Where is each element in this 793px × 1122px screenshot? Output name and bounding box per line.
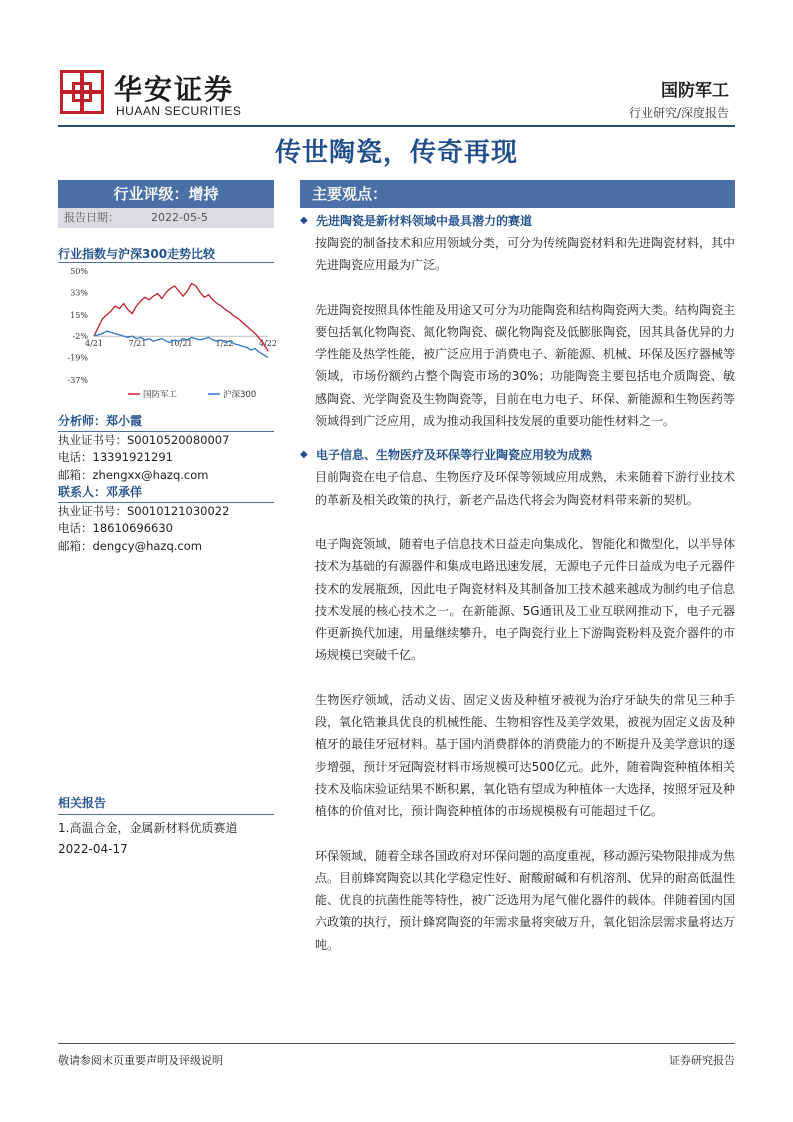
x-tick-label: 4/21 <box>85 339 103 349</box>
report-date-label: 报告日期： <box>64 211 119 224</box>
related-report-title[interactable]: 1.高温合金，金属新材料优质赛道 <box>58 821 238 835</box>
logo-seal-icon <box>60 70 104 114</box>
related-reports <box>58 793 274 860</box>
contact-cert: 执业证书号：S0010121030022 <box>58 503 230 518</box>
paragraph-1: 按陶瓷的制备技术和应用领域分类，可分为传统陶瓷材料和先进陶瓷材料，其中先进陶瓷应用最为广泛。 <box>315 236 736 273</box>
company-logo <box>60 70 260 122</box>
main-points-heading: 主要观点： <box>300 180 735 208</box>
legend-label: 国防军工 <box>143 390 178 400</box>
x-tick-label: 1/22 <box>215 339 234 349</box>
footer-divider <box>58 1043 735 1044</box>
analyst-cert: 执业证书号：S0010520080007 <box>58 432 230 447</box>
paragraph-5: 生物医疗领域，活动义齿、固定义齿及种植牙被视为治疗牙缺失的常见三种手段，氧化锆兼具优良的机械性能、生物相容性及美学效果，被视为固定义齿及种植牙的最佳牙冠材料。基于国内消费群体的消费能力的不断提升及美学意识的逐步增强，预计牙冠陶瓷材料市场规模可达500亿元。此外，随着陶瓷种植体相关技术及临床验证结果不断积累，氧化锆有望成为种植体一大选择，按照牙冠及种植体的价值对比，预计陶瓷种植体的市场规模极有可能超过千亿。 <box>315 692 736 819</box>
main-points-body <box>300 210 735 956</box>
bullet-heading-1: ◆ 先进陶瓷是新材料领域中最具潜力的赛道 <box>300 210 735 232</box>
paragraph-4: 电子陶瓷领域，随着电子信息技术日益走向集成化、智能化和微型化，以半导体技术为基础的有源器件和集成电路迅速发展，无源电子元件日益成为电子元器件技术的发展瓶颈，因此电子陶瓷材料及其制备加工技术越来越成为制约电子信息技术发展的核心技术之一。在新能源、5G通讯及工业互联网推动下，电子元器件更新换代加速，用量继续攀升，电子陶瓷行业上下游陶瓷粉料及瓷介器件的市场规模已突破千亿。 <box>315 536 736 663</box>
paragraph-3: 目前陶瓷在电子信息、生物医疗及环保等领域应用成熟，未来随着下游行业技术的革新及相关政策的执行，新老产品迭代将会为陶瓷材料带来新的契机。 <box>315 470 736 507</box>
y-tick-label: 15% <box>70 310 88 320</box>
y-tick-label: 50% <box>70 267 88 276</box>
disclaimer-note: 敬请参阅末页重要声明及评级说明 <box>58 1054 223 1067</box>
analyst-block <box>58 413 274 555</box>
sector-label: 国防军工 <box>661 81 729 101</box>
x-tick-label: 7/21 <box>128 339 147 349</box>
bullet-heading-2: ◆ 电子信息、生物医疗及环保等行业陶瓷应用较为成熟 <box>300 444 735 466</box>
analyst-email[interactable]: 邮箱：zhengxx@hazq.com <box>58 467 209 482</box>
contact-name: 联系人：邓承佯 <box>58 484 274 503</box>
y-tick-label: -2% <box>72 332 88 342</box>
contact-email[interactable]: 邮箱：dengcy@hazq.com <box>58 538 202 553</box>
contact-phone: 电话：18610696630 <box>58 521 173 535</box>
x-tick-label: 10/21 <box>169 339 193 349</box>
footer-label: 证券研究报告 <box>669 1054 735 1067</box>
trend-chart <box>58 264 277 404</box>
legend-label: 沪深300 <box>223 390 257 400</box>
x-tick-label: 4/22 <box>259 339 277 349</box>
report-date-row <box>58 208 274 228</box>
logo-name-en: HUAAN SECURITIES <box>116 104 242 118</box>
report-title: 传世陶瓷，传奇再现 <box>274 138 518 168</box>
logo-name-cn: 华安证券 <box>114 73 235 106</box>
industry-rating: 行业评级：增持 <box>58 180 274 208</box>
related-report-date: 2022-04-17 <box>58 842 128 856</box>
y-tick-label: -19% <box>67 353 88 363</box>
paragraph-6: 环保领域，随着全球各国政府对环保问题的高度重视，移动源污染物限排成为焦点。目前蜂窝陶瓷以其化学稳定性好、耐酸耐碱和有机溶剂、优异的耐高低温性能、优良的抗菌性能等特性，被广泛选用为尾气催化器件的载体。伴随着国内国六政策的执行，预计蜂窝陶瓷的年需求量将突破万升，氧化铝涂层需求量将达万吨。 <box>315 848 736 952</box>
analyst-name: 分析师：郑小霞 <box>58 413 274 432</box>
report-type-label: 行业研究/深度报告 <box>628 106 729 120</box>
paragraph-2: 先进陶瓷按照具体性能及用途又可分为功能陶瓷和结构陶瓷两大类。结构陶瓷主要包括氧化物陶瓷、氮化物陶瓷、碳化物陶瓷及低膨胀陶瓷，因其具备优异的力学性能及热学性能，被广泛应用于消费电子、新能源、机械、环保及医疗器械等领域，市场份额约占整个陶瓷市场的30%；功能陶瓷主要包括电介质陶瓷、敏感陶瓷、光学陶瓷及生物陶瓷等，目前在电力电子、环保、新能源和生物医药等领域得到广泛应用，成为推动我国科技发展的重要功能性材料之一。 <box>315 302 736 429</box>
report-date-value: 2022-05-5 <box>151 211 208 224</box>
y-tick-label: 33% <box>70 288 88 298</box>
analyst-phone: 电话：13391921291 <box>58 450 173 464</box>
y-tick-label: -37% <box>67 376 88 385</box>
related-reports-heading: 相关报告 <box>58 793 274 815</box>
chart-title: 行业指数与沪深300走势比较 <box>58 247 216 261</box>
chart-title-underline <box>58 262 274 263</box>
header-divider <box>58 125 735 127</box>
